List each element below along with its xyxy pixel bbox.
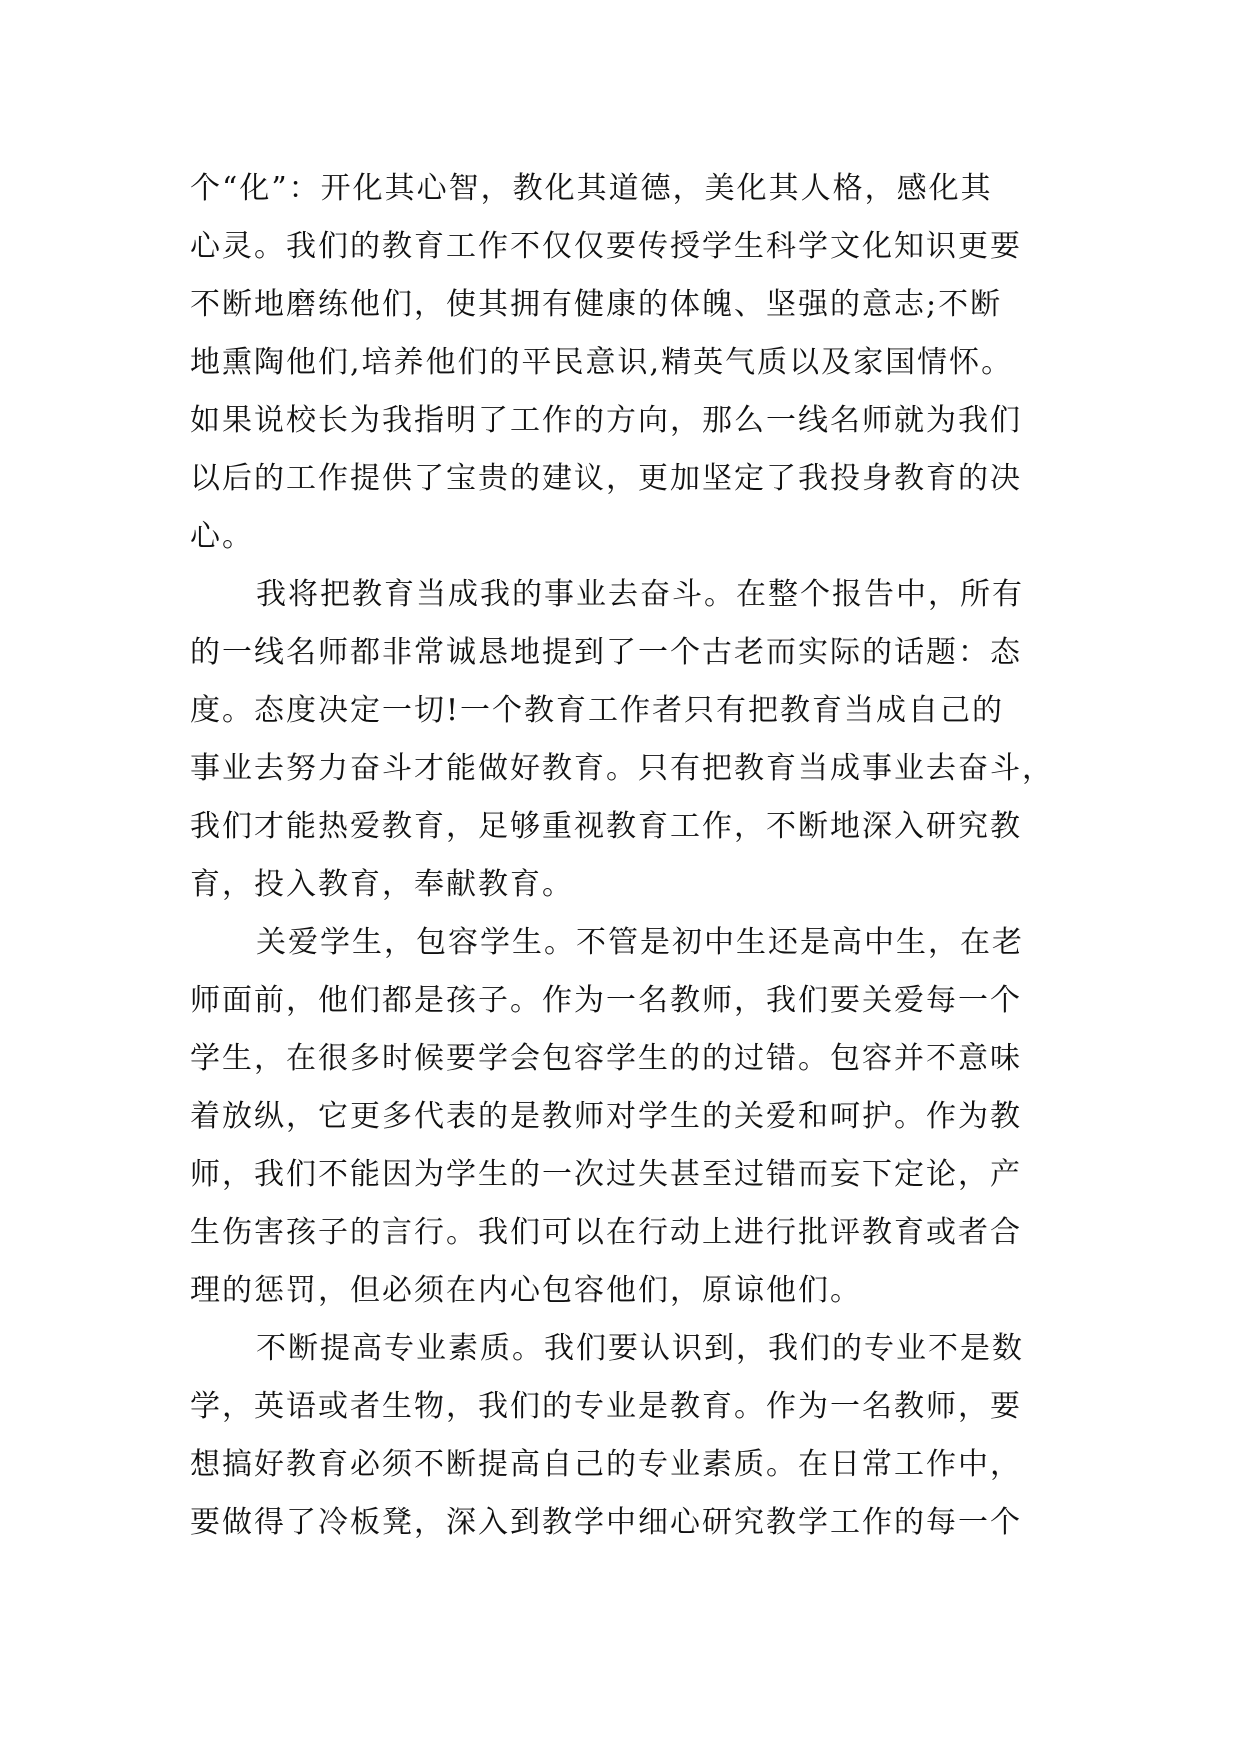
text-line: 理的惩罚，但必须在内心包容他们，原谅他们。 [190,1273,862,1308]
paragraph-first-line: 关爱学生，包容学生。不管是初中生还是高中生，在老 [256,925,1024,960]
text-line: 事业去努力奋斗才能做好教育。只有把教育当成事业去奋斗， [190,751,1054,786]
text-line: 以后的工作提供了宝贵的建议，更加坚定了我投身教育的决 [190,461,1022,496]
text-line: 地熏陶他们,培养他们的平民意识,精英气质以及家国情怀。 [190,345,1014,380]
text-line: 我们才能热爱教育，足够重视教育工作，不断地深入研究教 [190,809,1022,844]
text-line: 学生，在很多时候要学会包容学生的的过错。包容并不意味 [190,1041,1022,1076]
paragraph-first-line: 不断提高专业素质。我们要认识到，我们的专业不是数 [256,1331,1024,1366]
text-line: 师面前，他们都是孩子。作为一名教师，我们要关爱每一个 [190,983,1022,1018]
text-line: 心。 [190,519,254,554]
text-line: 度。态度决定一切!一个教育工作者只有把教育当成自己的 [190,693,1005,728]
body-text [190,160,1054,1552]
text-line: 师，我们不能因为学生的一次过失甚至过错而妄下定论，产 [190,1157,1022,1192]
text-line: 想搞好教育必须不断提高自己的专业素质。在日常工作中， [190,1447,1022,1482]
text-line: 要做得了冷板凳，深入到教学中细心研究教学工作的每一个 [190,1505,1022,1540]
text-line: 着放纵，它更多代表的是教师对学生的关爱和呵护。作为教 [190,1099,1022,1134]
text-line: 育，投入教育，奉献教育。 [190,867,574,902]
text-line: 如果说校长为我指明了工作的方向，那么一线名师就为我们 [190,403,1022,438]
text-line: 生伤害孩子的言行。我们可以在行动上进行批评教育或者合 [190,1215,1022,1250]
text-line: 学，英语或者生物，我们的专业是教育。作为一名教师，要 [190,1389,1022,1424]
text-line: 心灵。我们的教育工作不仅仅要传授学生科学文化知识更要 [190,229,1022,264]
paragraph-first-line: 我将把教育当成我的事业去奋斗。在整个报告中，所有 [256,577,1024,612]
text-line: 不断地磨练他们，使其拥有健康的体魄、坚强的意志;不断 [190,287,1003,322]
text-line: 的一线名师都非常诚恳地提到了一个古老而实际的话题：态 [190,635,1022,670]
text-line: 个“化”：开化其心智，教化其道德，美化其人格，感化其 [190,171,993,206]
